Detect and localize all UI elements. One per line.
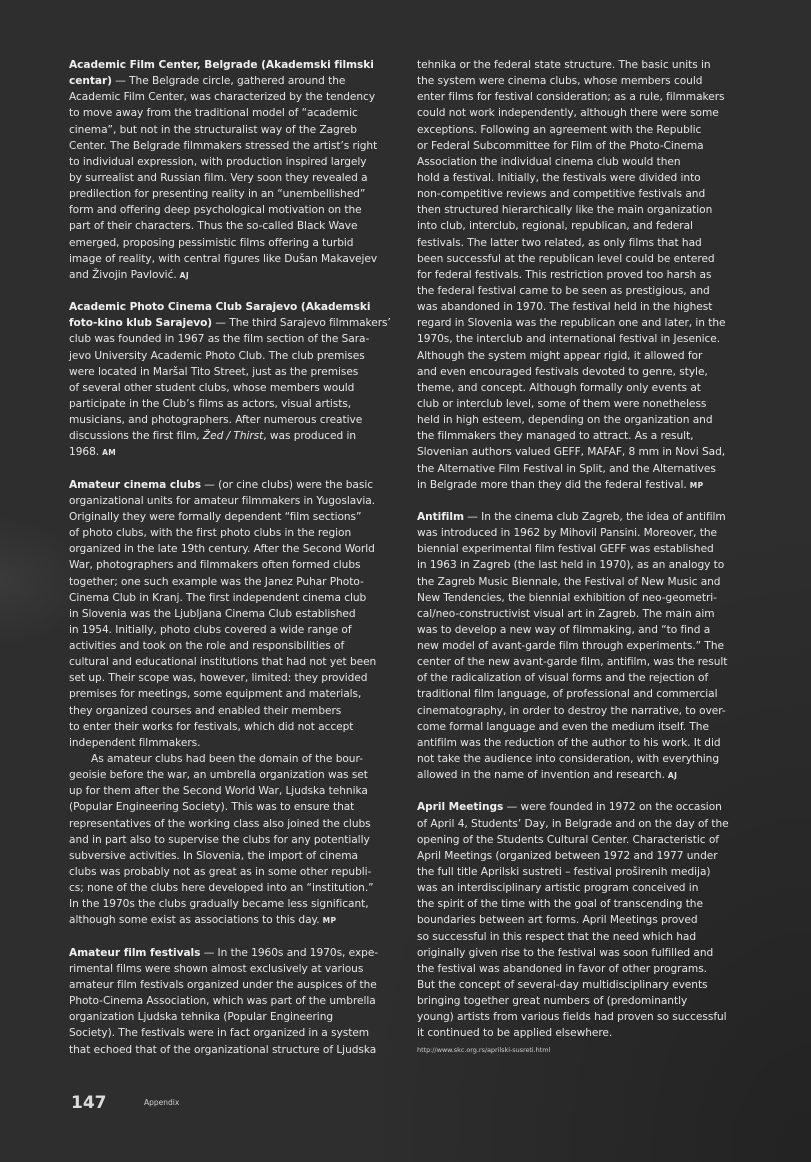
text-line: [69, 961, 407, 977]
line-text: tehnika or the federal state structure. The basic units in: [417, 59, 711, 71]
line-text: But the concept of several-day multidisciplinary events: [417, 979, 708, 992]
text-line: [417, 832, 755, 848]
line-text: 1970s, the interclub and international festival in Jesenice.: [417, 333, 721, 346]
text-line: [69, 654, 407, 670]
line-text: young) artists from various fields had proven so successful: [417, 1011, 727, 1024]
text-line: [417, 977, 755, 993]
line-text: — were founded in 1972 on the occasion: [503, 801, 722, 814]
line-text: together; one such example was the Janez Puhar Photo-: [69, 575, 364, 588]
text-line: [69, 89, 407, 105]
line-text: was introduced in 1962 by Mihovil Pansini. Moreover, the: [417, 527, 718, 540]
line-text: the spirit of the time with the goal of transcending the: [417, 898, 703, 911]
text-line: [417, 461, 755, 477]
line-text: in Belgrade more than they did the federal festival.: [417, 478, 687, 491]
line-text: in Slovenia was the Ljubljana Cinema Club established: [69, 607, 356, 620]
line-text: Society). The festivals were in fact organized in a system: [69, 1027, 370, 1040]
line-text: or Federal Subcommittee for Film of the Photo-Cinema: [417, 139, 704, 152]
line-text: for federal festivals. This restriction proved too harsh as: [417, 268, 712, 281]
text-line: [417, 525, 755, 541]
text-line: [417, 186, 755, 202]
entry-continuation: [417, 57, 755, 493]
line-text: emerged, proposing pessimistic films offering a turbid: [69, 236, 354, 249]
text-line: [69, 848, 407, 864]
text-line: [417, 299, 755, 315]
text-line: [417, 557, 755, 573]
text-line: [69, 493, 407, 509]
line-text: to move away from the traditional model of “academic: [69, 107, 358, 120]
line-text: activities and took on the role and responsibilities of: [69, 640, 345, 653]
text-line: [69, 1042, 407, 1058]
entry-term: Amateur cinema clubs: [69, 478, 201, 491]
line-text: premises for meetings, some equipment and materials,: [69, 688, 362, 701]
line-text: to individual expression, with production inspired largely: [69, 155, 367, 168]
line-text: — The third Sarajevo filmmakers’: [212, 317, 391, 330]
page-number: 147: [71, 1093, 107, 1113]
text-line: [417, 251, 755, 267]
line-text: As amateur clubs had been the domain of the bour-: [91, 753, 363, 766]
line-text: in 1954. Initially, photo clubs covered a wide range of: [69, 623, 352, 636]
text-line: [417, 848, 755, 864]
entry-amateur-cinema-clubs: [69, 477, 407, 929]
text-line: [417, 396, 755, 412]
text-line: [417, 654, 755, 670]
text-line: [69, 783, 407, 799]
line-text: allowed in the name of invention and research.: [417, 769, 665, 782]
line-text: (Popular Engineering Society). This was to ensure that: [69, 801, 355, 814]
text-line: [417, 574, 755, 590]
line-text: cinematography, in order to destroy the narrative, to over-: [417, 704, 726, 717]
line-text: the federal festival came to be seen as prestigious, and: [417, 284, 710, 297]
line-text: — (or cine clubs) were the basic: [200, 478, 374, 491]
line-text: subversive activities. In Slovenia, the import of cinema: [69, 849, 358, 862]
line-text: come formal language and even the medium itself. The: [417, 720, 709, 733]
line-text: New Tendencies, the biennial exhibition of neo-geometri-: [417, 591, 717, 604]
author-initials: AJ: [179, 270, 190, 280]
line-text: rimental films were shown almost exclusively at various: [69, 962, 364, 975]
line-text: were located in Maršal Tito Street, just as the premises: [69, 365, 359, 378]
text-line: [417, 154, 755, 170]
line-text: 1968.: [69, 446, 100, 459]
line-text: the filmmakers they managed to attract. As a result,: [417, 430, 694, 443]
text-line: [417, 1009, 755, 1025]
line-text: Center. The Belgrade filmmakers stressed the artist’s right: [69, 139, 378, 152]
text-line: [69, 122, 407, 138]
text-line: [69, 267, 407, 283]
text-line: [417, 348, 755, 364]
text-line: [417, 686, 755, 702]
line-text: part of their characters. Thus the so-called Black Wave: [69, 220, 358, 233]
entry-term: Academic Film Center, Belgrade (Akademski filmski: [69, 59, 374, 71]
line-text: of April 4, Students’ Day, in Belgrade and on the day of the: [417, 817, 729, 830]
film-title: Žed / Thirst: [202, 430, 264, 443]
text-line: [417, 541, 755, 557]
text-line: [69, 896, 407, 912]
text-line: [417, 218, 755, 234]
line-text: of several other student clubs, whose members would: [69, 381, 355, 394]
line-text: — In the cinema club Zagreb, the idea of antifilm: [463, 510, 726, 523]
text-line: [69, 880, 407, 896]
line-text: was an interdisciplinary artistic program conceived in: [417, 882, 699, 895]
text-line: [69, 186, 407, 202]
text-line: [69, 912, 407, 928]
text-line: [69, 767, 407, 783]
line-text: been successful at the republican level could be entered: [417, 252, 715, 265]
line-text: the full title Aprilski sustreti – festival proširenih medija): [417, 866, 711, 879]
text-line: [69, 509, 407, 525]
line-text: then structured hierarchically like the main organization: [417, 204, 713, 217]
line-text: Originally they were formally dependent “film sections”: [69, 510, 362, 523]
line-text: held in high esteem, depending on the organization and: [417, 414, 713, 427]
text-line: [69, 1025, 407, 1041]
line-text: discussions the first film,: [69, 430, 203, 443]
text-line: [69, 1009, 407, 1025]
line-text: Association the individual cinema club would then: [417, 155, 681, 168]
entry-april-meetings: [417, 799, 755, 1055]
line-text: exceptions. Following an agreement with the Republic: [417, 123, 702, 136]
text-line: [417, 202, 755, 218]
entry-academic-photo-cinema-club-sarajevo-akad: [69, 299, 407, 460]
entry-term: April Meetings: [417, 801, 504, 814]
text-line: [69, 412, 407, 428]
text-line: [69, 218, 407, 234]
text-line: [417, 477, 755, 493]
entry-term: centar): [69, 75, 112, 88]
line-text: organization Ljudska tehnika (Popular Engineering: [69, 1011, 334, 1024]
line-text: clubs was probably not as great as in some other republi-: [69, 866, 372, 879]
text-line: [69, 719, 407, 735]
text-line: [69, 735, 407, 751]
line-text: Slovenian authors valued GEFF, MAFAF, 8 mm in Novi Sad,: [417, 446, 726, 459]
line-text: , was produced in: [263, 430, 357, 443]
entry-antifilm: [417, 509, 755, 783]
text-line: [69, 73, 407, 89]
line-text: was abandoned in 1970. The festival held in the highest: [417, 301, 713, 314]
line-text: organized in the late 19th century. After the Second World: [69, 543, 375, 556]
line-text: predilection for presenting reality in an “unembellished”: [69, 188, 366, 201]
author-initials: MP: [322, 916, 337, 926]
line-text: traditional film language, of professional and commercial: [417, 688, 718, 701]
text-line: [69, 105, 407, 121]
line-text: biennial experimental film festival GEFF was established: [417, 543, 714, 556]
text-line: [69, 444, 407, 460]
text-line: [69, 138, 407, 154]
text-line: [417, 331, 755, 347]
line-text: the Alternative Film Festival in Split, and the Alternatives: [417, 462, 716, 475]
line-text: of photo clubs, with the first photo clubs in the region: [69, 527, 352, 540]
entry-term: foto-kino klub Sarajevo): [69, 317, 213, 330]
line-text: boundaries between art forms. April Meetings proved: [417, 914, 698, 927]
text-line: [69, 477, 407, 493]
line-text: and Živojin Pavlović.: [69, 268, 177, 281]
footnote-url[interactable]: http://www.skc.org.rs/aprilski-susreti.html: [417, 1045, 551, 1054]
text-line: [417, 170, 755, 186]
line-text: in 1963 in Zagreb (the last held in 1970), as an analogy to: [417, 559, 725, 572]
line-text: and in part also to supervise the clubs for any potentially: [69, 833, 370, 846]
line-text: image of reality, with central figures like Dušan Makavejev: [69, 252, 378, 265]
text-line: [417, 364, 755, 380]
line-text: the Zagreb Music Biennale, the Festival of New Music and: [417, 575, 721, 588]
text-line: [69, 606, 407, 622]
section-label: Appendix: [144, 1098, 180, 1107]
line-text: was to develop a new way of filmmaking, and “to find a: [417, 623, 711, 636]
line-text: hold a festival. Initially, the festivals were divided into: [417, 171, 701, 184]
text-line: [69, 154, 407, 170]
line-text: not take the audience into consideration, with everything: [417, 753, 720, 766]
line-text: the system were cinema clubs, whose members could: [417, 75, 703, 88]
text-line: [69, 57, 407, 73]
text-line: [417, 719, 755, 735]
line-text: April Meetings (organized between 1972 and 1977 under: [417, 849, 718, 862]
text-line: [417, 315, 755, 331]
line-text: so successful in this respect that the need which had: [417, 930, 697, 943]
line-text: Cinema Club in Kranj. The first independent cinema club: [69, 591, 367, 604]
author-initials: AM: [102, 448, 117, 458]
line-text: participate in the Club’s films as actors, visual artists,: [69, 397, 352, 410]
entry-amateur-film-festivals: [69, 945, 407, 1058]
left-column: [69, 57, 407, 1074]
text-line: [69, 816, 407, 832]
line-text: that echoed that of the organizational structure of Ljudska: [69, 1043, 377, 1056]
line-text: enter films for festival consideration; as a rule, filmmakers: [417, 91, 725, 104]
text-line: [417, 380, 755, 396]
line-text: could not work independently, although there were some: [417, 107, 719, 120]
text-line: [69, 380, 407, 396]
text-line: [417, 283, 755, 299]
text-line: [69, 993, 407, 1009]
line-text: cinema”, but not in the structuralist way of the Zagreb: [69, 123, 357, 136]
text-line: [417, 961, 755, 977]
text-line: [69, 864, 407, 880]
text-line: [417, 864, 755, 880]
text-line: [417, 945, 755, 961]
line-text: In the 1970s the clubs gradually became less significant,: [69, 898, 369, 911]
text-line: [417, 138, 755, 154]
text-line: [69, 331, 407, 347]
text-line: [69, 638, 407, 654]
text-line: [417, 638, 755, 654]
text-line: [417, 235, 755, 251]
line-text: Although the system might appear rigid, it allowed for: [417, 349, 703, 362]
text-line: [417, 509, 755, 525]
line-text: set up. Their scope was, however, limited: they provided: [69, 672, 368, 685]
line-text: and even encouraged festivals devoted to genre, style,: [417, 365, 708, 378]
line-text: center of the new avant-garde film, antifilm, was the result: [417, 656, 728, 669]
line-text: amateur film festivals organized under the auspices of the: [69, 979, 377, 992]
text-line: [69, 202, 407, 218]
text-line: [69, 348, 407, 364]
line-text: antifilm was the reduction of the author to his work. It did: [417, 736, 721, 749]
text-line: [417, 735, 755, 751]
text-line: [69, 670, 407, 686]
line-text: War, photographers and filmmakers often formed clubs: [69, 559, 361, 572]
entry-term: Amateur film festivals: [69, 946, 201, 959]
text-line: [417, 412, 755, 428]
line-text: by surrealist and Russian film. Very soon they revealed a: [69, 171, 368, 184]
line-text: it continued to be applied elsewhere.: [417, 1027, 613, 1040]
line-text: Academic Film Center, was characterized by the tendency: [69, 91, 376, 104]
line-text: club was founded in 1967 as the film section of the Sara-: [69, 333, 370, 346]
text-line: [69, 525, 407, 541]
right-column: [417, 57, 755, 1072]
text-line: [417, 73, 755, 89]
text-line: [69, 977, 407, 993]
text-line: [417, 993, 755, 1009]
text-line: [69, 557, 407, 573]
text-line: [417, 606, 755, 622]
text-line: [417, 444, 755, 460]
text-line: [417, 929, 755, 945]
text-line: [417, 799, 755, 815]
text-line: [417, 267, 755, 283]
text-line: [69, 396, 407, 412]
text-line: [69, 703, 407, 719]
line-text: — The Belgrade circle, gathered around the: [111, 75, 346, 88]
line-text: bringing together great numbers of (predominantly: [417, 995, 688, 1008]
entry-term: Antifilm: [417, 510, 464, 523]
text-line: [69, 364, 407, 380]
line-text: the festival was abandoned in favor of other programs.: [417, 962, 707, 975]
line-text: theme, and concept. Although formally only events at: [417, 381, 701, 394]
line-text: — In the 1960s and 1970s, expe-: [200, 946, 379, 959]
line-text: regard in Slovenia was the republican one and later, in the: [417, 317, 726, 330]
entry-academic-film-center-belgrade-akademski-: [69, 57, 407, 283]
line-text: opening of the Students Cultural Center. Characteristic of: [417, 833, 719, 846]
text-line: [69, 299, 407, 315]
line-text: cultural and educational institutions that had not yet been: [69, 656, 377, 669]
line-text: musicians, and photographers. After numerous creative: [69, 414, 363, 427]
text-line: [69, 315, 407, 331]
text-line: [69, 574, 407, 590]
text-line: [417, 1025, 755, 1041]
line-text: to enter their works for festivals, which did not accept: [69, 720, 354, 733]
text-line: [417, 703, 755, 719]
text-line: [69, 590, 407, 606]
line-text: club or interclub level, some of them were nonetheless: [417, 397, 707, 410]
line-text: up for them after the Second World War, Ljudska tehnika: [69, 785, 368, 798]
text-line: [69, 170, 407, 186]
text-line: [69, 751, 407, 767]
text-line: [417, 622, 755, 638]
text-line: [417, 767, 755, 783]
line-text: cs; none of the clubs here developed into an “institution.”: [69, 882, 374, 895]
text-line: [69, 622, 407, 638]
text-line: [69, 251, 407, 267]
line-text: organizational units for amateur filmmakers in Yugoslavia.: [69, 494, 376, 507]
text-line: [417, 428, 755, 444]
text-line: [69, 428, 407, 444]
author-initials: AJ: [667, 771, 678, 781]
text-line: [417, 89, 755, 105]
text-line: [69, 235, 407, 251]
line-text: representatives of the working class also joined the clubs: [69, 817, 371, 830]
line-text: festivals. The latter two related, as only films that had: [417, 236, 702, 249]
text-line: [417, 670, 755, 686]
entry-term: Academic Photo Cinema Club Sarajevo (Akademski: [69, 301, 371, 314]
line-text: geoisie before the war, an umbrella organization was set: [69, 769, 368, 782]
text-line: [417, 896, 755, 912]
text-line: [417, 912, 755, 928]
text-line: [69, 799, 407, 815]
line-text: form and offering deep psychological motivation on the: [69, 204, 362, 217]
line-text: new model of avant-garde film through experiments.” The: [417, 640, 724, 653]
line-text: into club, interclub, regional, republican, and federal: [417, 220, 693, 233]
text-line: [69, 945, 407, 961]
author-initials: MP: [689, 480, 704, 490]
line-text: although some exist as associations to this day.: [69, 914, 320, 927]
line-text: jevo University Academic Photo Club. The club premises: [69, 349, 365, 362]
text-line: [417, 590, 755, 606]
text-line: [69, 541, 407, 557]
line-text: of the radicalization of visual forms and the rejection of: [417, 672, 709, 685]
text-line: [69, 832, 407, 848]
text-line: [417, 751, 755, 767]
text-line: [417, 880, 755, 896]
line-text: cal/neo-constructivist visual art in Zagreb. The main aim: [417, 607, 715, 620]
line-text: Photo-Cinema Association, which was part of the umbrella: [69, 995, 376, 1008]
text-line: [417, 57, 755, 73]
text-line: [417, 816, 755, 832]
text-line: [417, 105, 755, 121]
line-text: non-competitive reviews and competitive festivals and: [417, 188, 706, 201]
text-line: [69, 686, 407, 702]
line-text: they organized courses and enabled their members: [69, 704, 342, 717]
text-line: [417, 122, 755, 138]
line-text: originally given rise to the festival was soon fulfilled and: [417, 946, 714, 959]
line-text: independent filmmakers.: [69, 736, 201, 749]
